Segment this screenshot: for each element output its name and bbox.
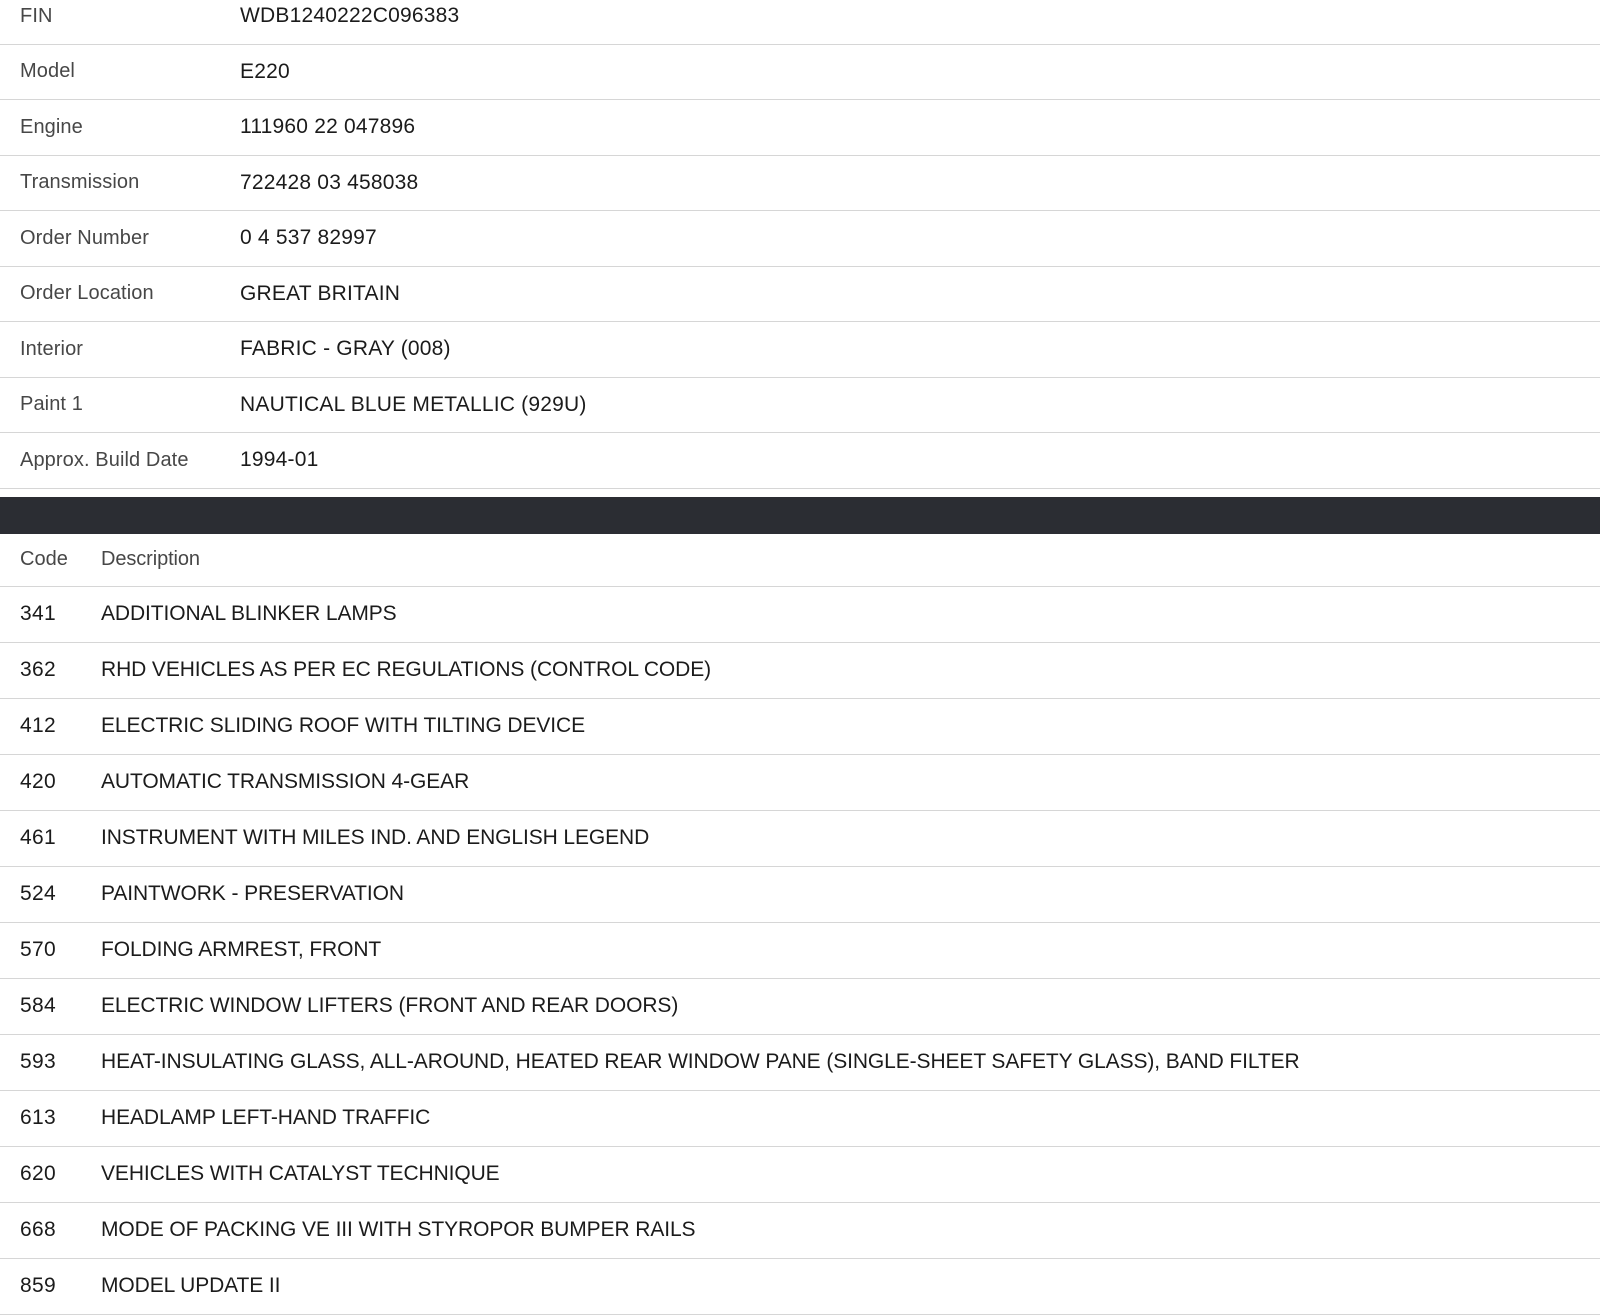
code-row-620 [0, 1147, 1600, 1203]
code-cell: 412 [20, 714, 56, 737]
code-cell: 341 [20, 602, 56, 625]
description-cell: INSTRUMENT WITH MILES IND. AND ENGLISH LEGEND [101, 826, 650, 849]
spec-label: Order Number [20, 226, 150, 249]
spec-row-interior [0, 322, 1600, 378]
code-row-570 [0, 923, 1600, 979]
spec-label: Model [20, 60, 75, 83]
code-cell: 420 [20, 770, 56, 793]
code-row-341 [0, 587, 1600, 643]
spec-label: Engine [20, 115, 83, 138]
code-cell: 524 [20, 882, 56, 905]
description-cell: FOLDING ARMREST, FRONT [101, 938, 382, 961]
spec-row-model [0, 45, 1600, 101]
codes-table-header [0, 534, 1600, 587]
spacer [0, 489, 1600, 497]
spec-label: Interior [20, 337, 84, 360]
code-cell: 593 [20, 1050, 56, 1073]
spec-value: 1994-01 [240, 448, 319, 472]
spec-value: GREAT BRITAIN [240, 281, 401, 305]
spec-value: E220 [240, 59, 290, 83]
description-cell: MODEL UPDATE II [101, 1274, 281, 1297]
code-row-613 [0, 1091, 1600, 1147]
description-cell: ADDITIONAL BLINKER LAMPS [101, 602, 397, 625]
spec-row-order-number [0, 211, 1600, 267]
description-cell: PAINTWORK - PRESERVATION [101, 882, 404, 905]
description-column-header: Description [101, 548, 200, 570]
spec-row-engine [0, 100, 1600, 156]
description-cell: HEADLAMP LEFT-HAND TRAFFIC [101, 1106, 431, 1129]
spec-label: Transmission [20, 171, 140, 194]
spec-label: FIN [20, 4, 53, 27]
code-cell: 613 [20, 1106, 56, 1129]
code-row-412 [0, 699, 1600, 755]
code-cell: 461 [20, 826, 56, 849]
spec-row-paint [0, 378, 1600, 434]
code-row-584 [0, 979, 1600, 1035]
spec-label: Order Location [20, 282, 154, 305]
spec-row-transmission [0, 156, 1600, 212]
spec-label: Paint 1 [20, 393, 83, 416]
spec-row-order-location [0, 267, 1600, 323]
code-column-header: Code [20, 548, 68, 570]
spec-value: 0 4 537 82997 [240, 226, 377, 250]
spec-value: NAUTICAL BLUE METALLIC (929U) [240, 392, 587, 416]
description-cell: AUTOMATIC TRANSMISSION 4-GEAR [101, 770, 470, 793]
description-cell: ELECTRIC WINDOW LIFTERS (FRONT AND REAR DOORS) [101, 994, 679, 1017]
code-cell: 584 [20, 994, 56, 1017]
spec-row-fin [0, 0, 1600, 45]
code-row-859 [0, 1259, 1600, 1315]
spec-value: 111960 22 047896 [240, 115, 416, 139]
code-row-668 [0, 1203, 1600, 1259]
code-row-593 [0, 1035, 1600, 1091]
code-row-524 [0, 867, 1600, 923]
description-cell: ELECTRIC SLIDING ROOF WITH TILTING DEVICE [101, 714, 586, 737]
section-divider-bar [0, 497, 1600, 534]
spec-value: WDB1240222C096383 [240, 4, 460, 28]
spec-value: 722428 03 458038 [240, 170, 419, 194]
description-cell: RHD VEHICLES AS PER EC REGULATIONS (CONTROL CODE) [101, 658, 712, 681]
code-cell: 570 [20, 938, 56, 961]
description-cell: MODE OF PACKING VE III WITH STYROPOR BUMPER RAILS [101, 1218, 696, 1241]
code-row-362 [0, 643, 1600, 699]
spec-value: FABRIC - GRAY (008) [240, 337, 451, 361]
code-row-420 [0, 755, 1600, 811]
code-cell: 362 [20, 658, 56, 681]
code-cell: 620 [20, 1162, 56, 1185]
vehicle-spec-table [0, 0, 1600, 489]
code-cell: 668 [20, 1218, 56, 1241]
code-row-461 [0, 811, 1600, 867]
spec-row-build-date [0, 433, 1600, 489]
code-cell: 859 [20, 1274, 56, 1297]
description-cell: HEAT-INSULATING GLASS, ALL-AROUND, HEATED REAR WINDOW PANE (SINGLE-SHEET SAFETY GLASS), BAND FILTER [101, 1050, 1300, 1073]
spec-label: Approx. Build Date [20, 448, 189, 471]
description-cell: VEHICLES WITH CATALYST TECHNIQUE [101, 1162, 500, 1185]
option-codes-table [0, 534, 1600, 1315]
